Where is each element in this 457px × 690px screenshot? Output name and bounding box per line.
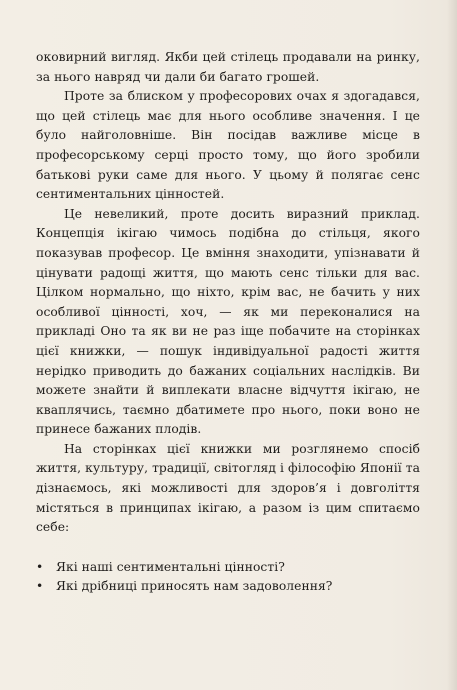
list-item — [36, 558, 420, 578]
paragraph-professor-chair: Проте за блиском у професорових очах я здогадався, що цей стілець має для нього особливе значення. І це було найголовніше. Він посідав важливе місце в професорському серці просто тому, що його зробили батькові руки саме для нього. У цьому й полягає сенс сентиментальних цінностей. — [36, 89, 420, 202]
bullet-icon: • — [36, 579, 44, 594]
paragraph-ikigai-concept: Це невеликий, проте досить виразний приклад. Концепція ікігаю чимось подібна до стільця, якого показував професор. Це вміння знаходити, упізнавати й цінувати радощі життя, що мають сенс тільки для вас. Цілком нормально, що ніхто, крім вас, не бачить у них особливої цінності, хоч, — як ми переконалися на прикладі Оно та як ви не раз іще побачите на сторінках цієї книжки, — пошук індивідуальної радості життя нерідко приводить до бажаних соціальних наслідків. Ви можете знайти й виплекати власне відчуття ікігаю, не кваплячись, таємно дбатимете про нього, поки воно не принесе бажаних плодів. — [36, 206, 420, 437]
list-item-text: Які наші сентиментальні цінності? — [56, 559, 285, 574]
page-body — [36, 48, 420, 597]
page-edge-shadow — [447, 0, 457, 690]
question-list — [36, 558, 420, 597]
bullet-icon: • — [36, 559, 44, 574]
paragraph-continuation: оковирний вигляд. Якби цей стілець продавали на ринку, за нього навряд чи дали би багато грошей. — [36, 50, 420, 84]
paragraph-book-overview: На сторінках цієї книжки ми розглянемо спосіб життя, культуру, традиції, світогляд і філософію Японії та дізнаємось, які можливості для здоров’я і довголіття містяться в принципах ікігаю, а разом із цим спитаємо себе: — [36, 441, 420, 535]
list-item — [36, 577, 420, 597]
list-item-text: Які дрібниці приносять нам задоволення? — [56, 579, 333, 594]
